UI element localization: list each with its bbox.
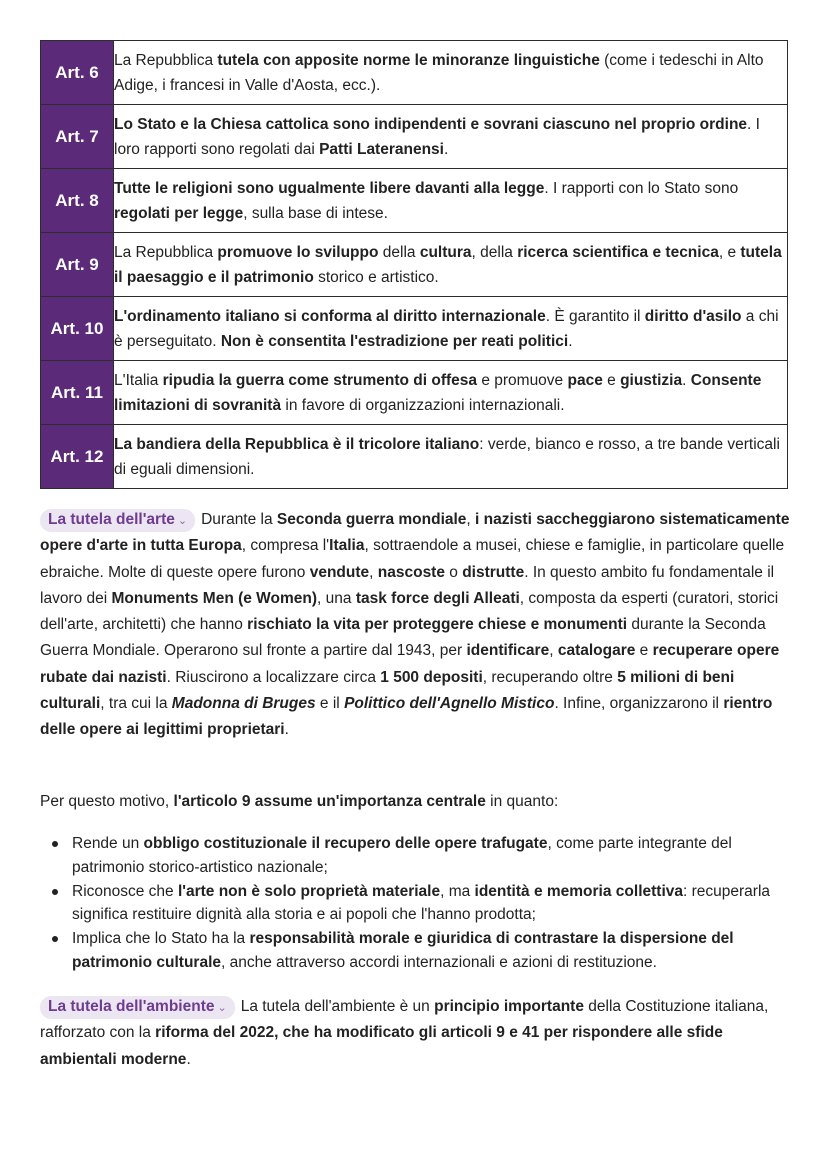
- text-run: della Costituzione italiana, rafforzato con la: [40, 998, 769, 1042]
- bold-text-run: promuove lo sviluppo: [217, 243, 379, 261]
- article-text: [114, 425, 788, 489]
- bold-text-run: rientro delle opere ai legittimi proprietari: [40, 695, 773, 739]
- list-item: [40, 880, 792, 928]
- list-item: [40, 832, 792, 880]
- article-number: Art. 12: [41, 425, 114, 489]
- bold-text-run: La bandiera della Repubblica è il tricolore italiano: [114, 435, 480, 453]
- arte-text: [40, 511, 789, 738]
- bullet-icon: [52, 841, 58, 847]
- text-run: storico e artistico.: [313, 268, 439, 286]
- ambiente-chip[interactable]: [40, 996, 235, 1019]
- bold-text-run: pace: [567, 371, 603, 389]
- ambiente-chip-label: La tutela dell'ambiente: [48, 998, 215, 1015]
- bold-text-run: 5 milioni di beni culturali: [40, 668, 735, 713]
- text-run: .: [284, 721, 289, 739]
- bold-text-run: Non è consentita l'estradizione per reati politici: [220, 332, 569, 350]
- article-row: [41, 169, 788, 233]
- bold-text-run: Consente limitazioni di sovranità: [114, 371, 762, 414]
- bold-text-run: L'ordinamento italiano si conforma al diritto internazionale: [114, 307, 546, 325]
- bold-text-run: Tutte le religioni sono ugualmente libere davanti alla legge: [114, 179, 545, 197]
- text-run: La Repubblica: [114, 51, 218, 69]
- bold-text-run: vendute: [309, 563, 370, 581]
- text-run: ,: [466, 511, 476, 528]
- bold-text-run: distrutte: [462, 563, 525, 581]
- text-run: , della: [471, 243, 518, 261]
- text-run: Per questo motivo,: [40, 793, 174, 810]
- bold-text-run: i nazisti saccheggiarono sistematicamente opere d'arte in tutta Europa: [40, 511, 790, 555]
- text-run: , ma: [440, 882, 475, 900]
- articles-table: [40, 40, 788, 489]
- bold-text-run: recuperare opere rubate dai nazisti: [40, 642, 780, 686]
- text-run: , sottraendole a musei, chiese e famiglie, in particolare quelle ebraiche. Molte di queste opere furono: [40, 537, 785, 581]
- text-run: ,: [549, 642, 558, 660]
- arte-chip-label: La tutela dell'arte: [48, 511, 175, 528]
- text-run: e: [635, 642, 653, 660]
- article-row: [41, 41, 788, 105]
- bullet-icon: [52, 936, 58, 942]
- bold-text-run: identità e memoria collettiva: [474, 882, 683, 900]
- bold-text-run: obbligo costituzionale il recupero delle opere trafugate: [143, 835, 548, 852]
- arte-paragraph: [40, 507, 792, 744]
- text-run: , come parte integrante del patrimonio storico-artistico nazionale;: [72, 835, 732, 876]
- article-number: Art. 11: [41, 361, 114, 425]
- text-run: , tra cui la: [100, 695, 172, 713]
- text-run: .: [186, 1050, 191, 1068]
- bold-text-run: riforma del 2022, che ha modificato gli articoli 9 e 41 per rispondere alle sfide ambientali moderne: [40, 1024, 723, 1068]
- bold-text-run: nascoste: [377, 563, 445, 581]
- text-run: : verde, bianco e rosso, a tre bande verticali di eguali dimensioni.: [114, 435, 780, 478]
- article-row: [41, 297, 788, 361]
- article-row: [41, 361, 788, 425]
- bold-text-run: l'articolo 9 assume un'importanza centrale: [173, 793, 486, 810]
- article-text: [114, 361, 788, 425]
- text-run: , una: [317, 589, 356, 607]
- text-run: a chi è perseguitato.: [114, 307, 779, 350]
- text-run: , recuperando oltre: [482, 668, 618, 686]
- article-text: [114, 169, 788, 233]
- bold-text-run: Lo Stato e la Chiesa cattolica sono indipendenti e sovrani ciascuno nel proprio ordine: [114, 115, 748, 133]
- bold-text-run: regolati per legge: [114, 204, 244, 222]
- text-run: Implica che lo Stato ha la: [72, 930, 250, 948]
- text-run: e il: [315, 695, 345, 713]
- bold-text-run: Polittico dell'Agnello Mistico: [344, 695, 555, 713]
- text-run: , sulla base di intese.: [243, 204, 388, 222]
- article-number: Art. 7: [41, 105, 114, 169]
- article-number: Art. 6: [41, 41, 114, 105]
- text-run: (come i tedeschi in Alto Adige, i francesi in Valle d'Aosta, ecc.).: [114, 51, 764, 94]
- bold-text-run: Madonna di Bruges: [171, 695, 316, 713]
- article-text: [114, 233, 788, 297]
- text-run: della: [378, 243, 420, 261]
- text-run: o: [444, 563, 463, 581]
- intro-paragraph: [40, 789, 792, 815]
- text-run: Riconosce che: [72, 882, 178, 900]
- text-run: , compresa l': [241, 537, 330, 555]
- text-run: in favore di organizzazioni internazionali.: [281, 396, 565, 414]
- arte-chip[interactable]: [40, 509, 195, 532]
- text-run: . È garantito il: [545, 307, 645, 325]
- bold-text-run: Patti Lateranensi: [319, 140, 444, 158]
- text-run: . In questo ambito fu fondamentale il lavoro dei: [40, 563, 775, 607]
- text-run: , composta da esperti (curatori, storici dell'arte, architetti) che hanno: [40, 589, 779, 634]
- article-text: [114, 297, 788, 361]
- text-run: .: [443, 140, 449, 158]
- bold-text-run: ripudia la guerra come strumento di offesa: [162, 371, 478, 389]
- text-run: durante la Seconda Guerra Mondiale. Operarono sul fronte a partire dal 1943, per: [40, 616, 766, 660]
- bold-text-run: Italia: [329, 537, 365, 555]
- text-run: . I rapporti con lo Stato sono: [544, 179, 739, 197]
- text-run: e promuove: [477, 371, 568, 389]
- bold-text-run: tutela con apposite norme le minoranze linguistiche: [217, 51, 600, 69]
- chevron-down-icon: ⌄: [217, 1002, 227, 1014]
- article-row: [41, 425, 788, 489]
- text-run: La Repubblica: [114, 243, 218, 261]
- bold-text-run: rischiato la vita per proteggere chiese e monumenti: [247, 616, 628, 634]
- bold-text-run: l'arte non è solo proprietà materiale: [177, 882, 441, 900]
- text-run: Rende un: [72, 835, 144, 852]
- text-run: , anche attraverso accordi internazionali e azioni di restituzione.: [221, 953, 657, 971]
- text-run: Durante la: [201, 511, 277, 528]
- text-run: . Riuscirono a localizzare circa: [166, 668, 381, 686]
- text-run: .: [682, 371, 691, 389]
- bold-text-run: ricerca scientifica e tecnica: [517, 243, 719, 261]
- article-row: [41, 233, 788, 297]
- bold-text-run: tutela il paesaggio e il patrimonio: [114, 243, 782, 286]
- article-number: Art. 9: [41, 233, 114, 297]
- bold-text-run: catalogare: [557, 642, 636, 660]
- text-run: , e: [718, 243, 741, 261]
- bold-text-run: Monuments Men (e Women): [111, 589, 318, 607]
- article-row: [41, 105, 788, 169]
- article-text: [114, 105, 788, 169]
- bold-text-run: identificare: [466, 642, 550, 660]
- bold-text-run: cultura: [419, 243, 472, 261]
- ambiente-paragraph: [40, 994, 792, 1073]
- bullet-list: [40, 832, 792, 975]
- text-run: La tutela dell'ambiente è un: [240, 998, 435, 1015]
- text-run: : recuperarla significa restituire dignità alla storia e ai popoli che l'hanno prodotta;: [72, 882, 771, 924]
- article-number: Art. 10: [41, 297, 114, 361]
- bold-text-run: Seconda guerra mondiale: [276, 511, 467, 528]
- article-number: Art. 8: [41, 169, 114, 233]
- article-text: [114, 41, 788, 105]
- list-item: [40, 927, 792, 975]
- bold-text-run: task force degli Alleati: [355, 589, 520, 607]
- text-run: . I loro rapporti sono regolati dai: [114, 115, 760, 158]
- bullet-icon: [52, 889, 58, 895]
- text-run: L'Italia: [114, 371, 163, 389]
- bold-text-run: principio importante: [434, 998, 584, 1015]
- text-run: ,: [369, 563, 378, 581]
- text-run: in quanto:: [485, 793, 559, 810]
- text-run: . Infine, organizzarono il: [554, 695, 724, 713]
- bold-text-run: responsabilità morale e giuridica di contrastare la dispersione del patrimonio culturale: [72, 930, 734, 971]
- text-run: e: [602, 371, 621, 389]
- bold-text-run: giustizia: [620, 371, 683, 389]
- bold-text-run: 1 500 depositi: [380, 668, 483, 686]
- text-run: .: [568, 332, 573, 350]
- bold-text-run: diritto d'asilo: [644, 307, 742, 325]
- chevron-down-icon: ⌄: [177, 515, 188, 527]
